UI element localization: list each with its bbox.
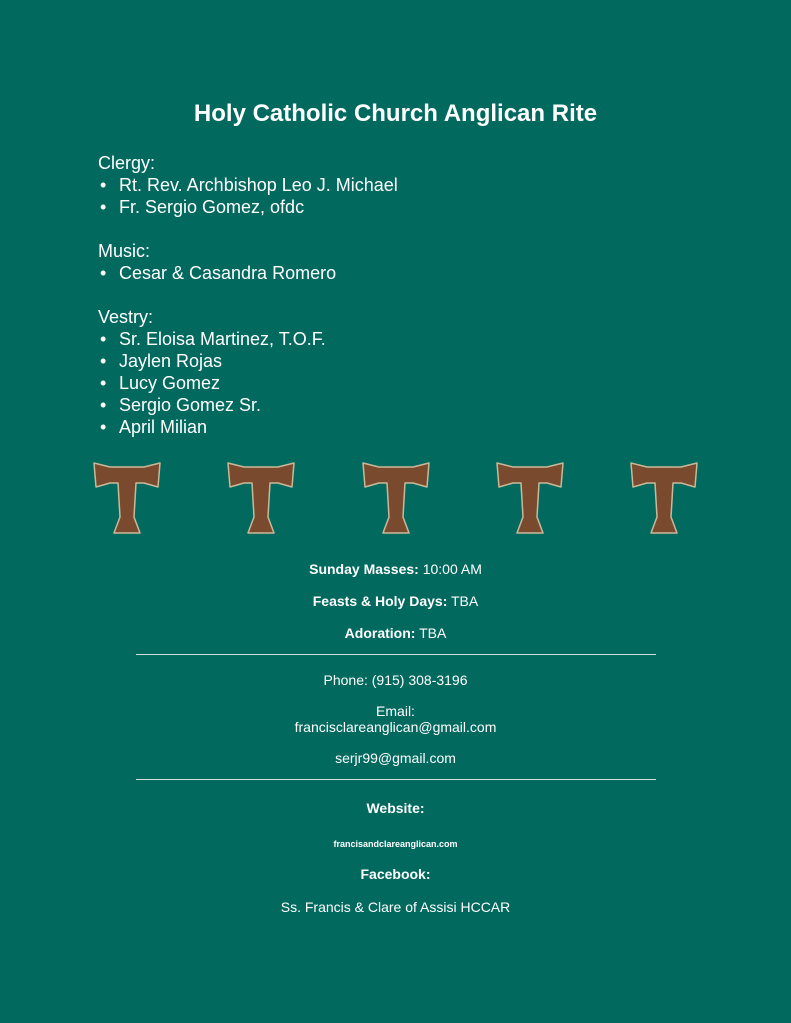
feasts-value: TBA: [451, 593, 479, 609]
email-link-2[interactable]: serjr99@gmail.com: [335, 750, 456, 766]
clergy-list: [98, 174, 398, 218]
tau-cross-icon: [495, 459, 565, 537]
facebook-link[interactable]: Ss. Francis & Clare of Assisi HCCAR: [280, 899, 511, 915]
tau-cross-icon: [92, 459, 162, 537]
tau-cross-icon: [226, 459, 296, 537]
list-item: • Rt. Rev. Archbishop Leo J. Michael: [98, 174, 398, 196]
tau-cross-row: [0, 459, 791, 537]
vestry-section: [98, 306, 326, 438]
email-label: Email:: [376, 703, 415, 719]
feasts-label: Feasts & Holy Days:: [312, 593, 448, 609]
tau-cross-icon: [629, 459, 699, 537]
list-item: • Sergio Gomez Sr.: [98, 394, 326, 416]
music-section: [98, 240, 336, 284]
vestry-heading: Vestry:: [98, 307, 154, 327]
divider: [136, 779, 656, 780]
tau-cross-icon: [361, 459, 431, 537]
sunday-label: Sunday Masses:: [309, 561, 419, 577]
page-title: Holy Catholic Church Anglican Rite: [193, 100, 598, 127]
website-link[interactable]: francisandclareanglican.com: [333, 839, 458, 849]
divider: [136, 654, 656, 655]
list-item: • Sr. Eloisa Martinez, T.O.F.: [98, 328, 326, 350]
phone: Phone: (915) 308-3196: [323, 672, 468, 688]
adoration: [0, 625, 791, 642]
list-item: • Jaylen Rojas: [98, 350, 326, 372]
list-item: • Fr. Sergio Gomez, ofdc: [98, 196, 398, 218]
email-link-1[interactable]: francisclareanglican@gmail.com: [294, 719, 497, 735]
website-label: Website:: [366, 800, 425, 816]
feasts-holy-days: [0, 593, 791, 610]
list-item: • April Milian: [98, 416, 326, 438]
facebook-label: Facebook:: [360, 866, 431, 882]
list-item: • Cesar & Casandra Romero: [98, 262, 336, 284]
list-item: • Lucy Gomez: [98, 372, 326, 394]
vestry-list: [98, 328, 326, 438]
music-heading: Music:: [98, 241, 151, 261]
clergy-heading: Clergy:: [98, 153, 156, 173]
sunday-value: 10:00 AM: [422, 561, 482, 577]
clergy-section: [98, 152, 398, 218]
adoration-value: TBA: [419, 625, 447, 641]
adoration-label: Adoration:: [344, 625, 416, 641]
music-list: [98, 262, 336, 284]
sunday-masses: [0, 561, 791, 578]
